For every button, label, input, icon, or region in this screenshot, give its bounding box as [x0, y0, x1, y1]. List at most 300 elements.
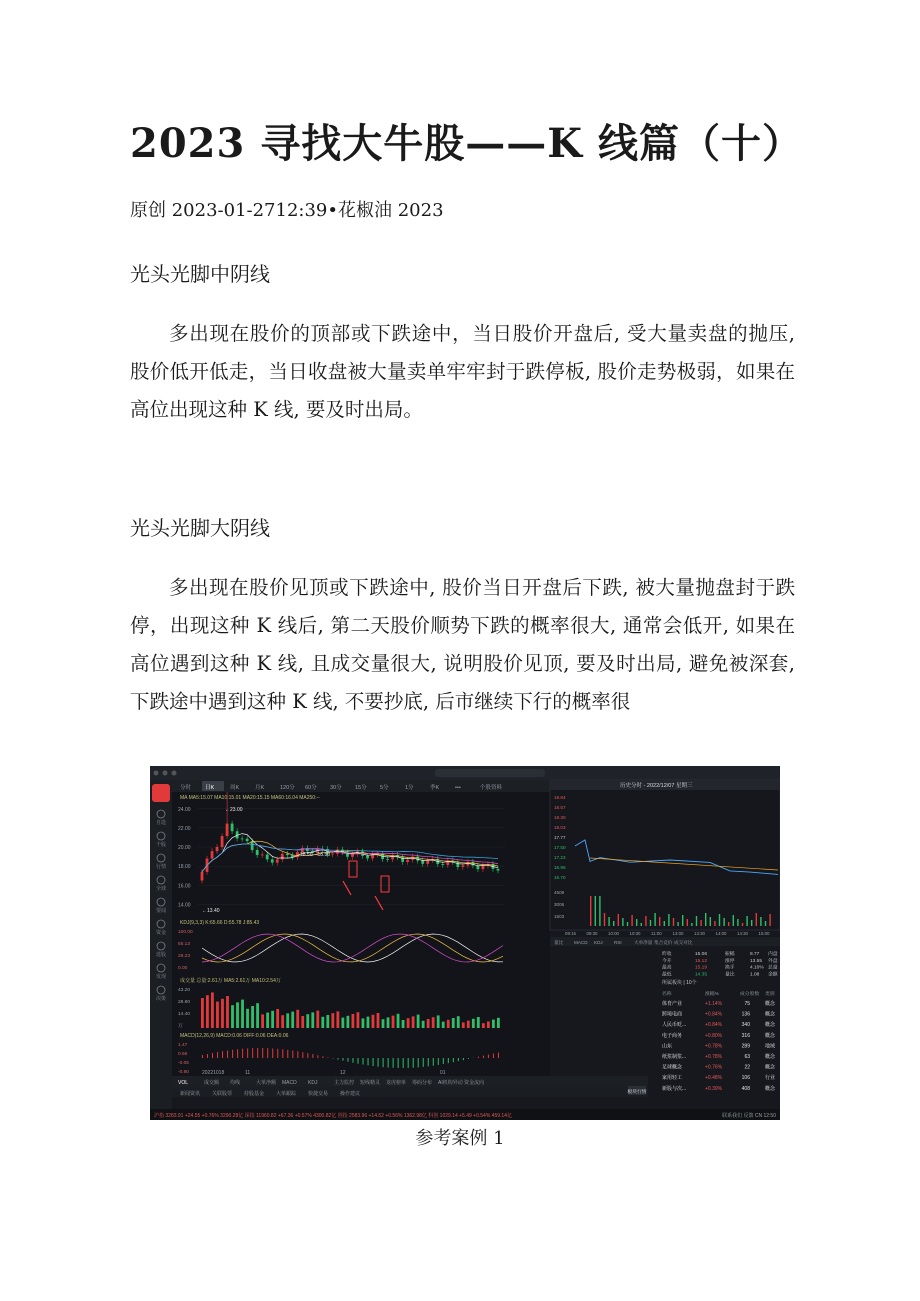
- intraday-volume-bar: [728, 922, 729, 926]
- macd-bar: [368, 1058, 369, 1065]
- popup-price-tick: 17.50: [554, 845, 566, 850]
- popup-price-tick: 17.23: [554, 855, 566, 860]
- candle-body: [482, 866, 485, 869]
- sector-column-header: 成分股数: [740, 992, 760, 997]
- macd-bar: [498, 1053, 499, 1058]
- period-tab[interactable]: 1分: [405, 785, 414, 791]
- quote-cell: 总量: [768, 965, 778, 971]
- volume-bar: [261, 1014, 264, 1028]
- volume-bar: [236, 1002, 239, 1028]
- volume-bar: [467, 1021, 470, 1028]
- popup-tab[interactable]: 大单净量: [634, 940, 653, 945]
- kdj-tick-label: 28.23: [178, 954, 191, 959]
- candle-body: [351, 854, 354, 857]
- volume-bar: [316, 1011, 319, 1028]
- macd-bar: [212, 1053, 213, 1058]
- volume-bar: [241, 1000, 244, 1028]
- volume-tick-label: 43.20: [178, 988, 191, 993]
- popup-tab[interactable]: 成交对比: [674, 940, 693, 945]
- sector-count: 22: [744, 1064, 750, 1071]
- popup-time-tick: 11:00: [651, 931, 662, 936]
- popup-time-tick: 14:30: [737, 931, 748, 936]
- popup-price-tick: 18.03: [554, 825, 566, 830]
- macd-bar: [478, 1057, 479, 1058]
- macd-bar: [378, 1058, 379, 1067]
- quote-cell: 4.10%: [750, 965, 764, 971]
- sector-name[interactable]: 新股与次...: [662, 1085, 687, 1092]
- macd-bar: [453, 1058, 454, 1062]
- sector-count: 289: [741, 1043, 750, 1050]
- macd-bar: [493, 1054, 494, 1058]
- sector-name[interactable]: 跨境电商: [662, 1011, 683, 1018]
- sector-column-header: 涨幅%: [705, 992, 719, 997]
- candle-body: [271, 859, 274, 862]
- volume-bar: [407, 1018, 410, 1028]
- indicator-tab[interactable]: AI机构异动: [438, 1080, 463, 1086]
- indicator-tab[interactable]: KDJ: [308, 1080, 318, 1086]
- sector-change: +0.78%: [705, 1054, 723, 1060]
- macd-bar: [488, 1055, 489, 1058]
- indicator-tab[interactable]: 龙虎榜单: [386, 1080, 407, 1086]
- candle-body: [331, 854, 334, 855]
- intraday-volume-bar: [618, 914, 619, 926]
- volume-bar: [387, 1017, 390, 1028]
- sector-name[interactable]: 电子商务: [662, 1032, 683, 1039]
- price-tick-label: 24.00: [178, 806, 191, 813]
- indicator-tabbar: [172, 1076, 648, 1087]
- quote-cell: 涨停: [725, 958, 735, 964]
- window-control-icon: [163, 771, 168, 776]
- sector-count: 136: [741, 1011, 750, 1018]
- intraday-volume-bar: [756, 913, 757, 926]
- sector-name[interactable]: 家用轻工: [662, 1075, 683, 1082]
- bottom-tab[interactable]: 持股基金: [244, 1091, 265, 1097]
- volume-bar: [301, 1016, 304, 1028]
- volume-bar: [377, 1013, 380, 1028]
- price-tick-label: 22.00: [178, 825, 191, 832]
- macd-bar: [247, 1048, 248, 1058]
- quote-cell: 振幅: [725, 952, 735, 957]
- period-tab[interactable]: 15分: [355, 785, 367, 791]
- quote-cell: 最低: [662, 972, 672, 978]
- candle-body: [296, 852, 299, 857]
- popup-time-tick: 09:30: [586, 931, 598, 936]
- popup-time-tick: 13:00: [672, 931, 684, 936]
- macd-bar: [408, 1058, 409, 1068]
- macd-bar: [257, 1048, 258, 1058]
- period-tab[interactable]: 分时: [180, 785, 192, 791]
- sector-change: +0.84%: [705, 1011, 723, 1018]
- intraday-volume-bar: [608, 917, 609, 926]
- period-tab[interactable]: 30分: [330, 785, 342, 791]
- macd-bar: [398, 1058, 399, 1068]
- macd-bar: [463, 1058, 464, 1060]
- intraday-volume-bar: [659, 917, 660, 926]
- volume-bar: [221, 999, 224, 1028]
- sector-quote-button-label[interactable]: 板块行情: [627, 1090, 647, 1095]
- volume-bar: [231, 1005, 234, 1028]
- bottom-tab[interactable]: 新闻资讯: [180, 1091, 201, 1097]
- status-bar-indices: 沪指 3283.91 +24.55 +0.76% 3290.28亿 深指 11960.82 +67.36 +0.57% 4300.82亿 创指 2583.96 +14.52 +0.56% 1362.98亿 科创 1029.14 +5.49 +0.54% 459.14亿: [154, 1113, 512, 1119]
- side-nav-item[interactable]: 全球: [155, 886, 167, 892]
- period-tab[interactable]: 季K: [430, 785, 440, 791]
- section-heading-2: 光头光脚大阴线: [130, 516, 270, 540]
- sector-change: +0.78%: [705, 1043, 723, 1050]
- intraday-volume-bar: [604, 913, 605, 926]
- volume-bar: [256, 1003, 259, 1028]
- macd-bar: [237, 1049, 238, 1058]
- volume-bar: [266, 1013, 269, 1028]
- section-body-2: 多出现在股价见顶或下跌途中, 股价当日开盘后下跌, 被大量抛盘封于跌停，出现这种 K 线后, 第二天股价顺势下跌的概率很大, 通常会低开, 如果在高位遇到这种 K 线, 且成交量很大, 说明股价见顶, 要及时出局, 避免被深套, 下跌途中遇到这种 K 线, 不要抄底, 后市继续下行的概率很: [130, 576, 795, 713]
- popup-tab[interactable]: MACD: [574, 940, 588, 945]
- intraday-volume-bar: [733, 915, 734, 926]
- intraday-volume-bar: [664, 921, 665, 926]
- sector-change: +0.39%: [705, 1085, 723, 1092]
- sector-type: 概念: [765, 1032, 776, 1039]
- side-nav-item[interactable]: 决策: [155, 996, 167, 1002]
- macd-tick-label: 1.47: [178, 1043, 188, 1048]
- sector-type: 概念: [765, 1064, 776, 1071]
- volume-bar: [226, 996, 229, 1028]
- macd-bar: [448, 1058, 449, 1063]
- indicator-tab[interactable]: 均线: [230, 1080, 241, 1086]
- macd-bar: [282, 1049, 283, 1058]
- volume-bar: [296, 1010, 299, 1028]
- macd-bar: [317, 1055, 318, 1058]
- macd-bar: [277, 1049, 278, 1058]
- side-nav-item[interactable]: 发现: [155, 974, 167, 980]
- candle-body: [246, 839, 249, 841]
- volume-tick-label: 万: [178, 1024, 183, 1029]
- volume-bar: [422, 1021, 425, 1028]
- sector-count: 340: [741, 1022, 750, 1029]
- volume-bar: [367, 1017, 370, 1028]
- intraday-volume-bar: [599, 896, 600, 926]
- article-title: 2023 寻找大牛股——K 线篇（十）: [130, 120, 803, 167]
- price-tick-label: 18.00: [178, 864, 191, 871]
- indicator-tab[interactable]: 短线精灵: [360, 1080, 381, 1086]
- quote-cell: 内盘: [768, 952, 778, 957]
- volume-bar: [206, 995, 209, 1028]
- date-axis-label: 01: [440, 1070, 446, 1076]
- candle-body: [406, 860, 409, 862]
- volume-bar: [286, 1013, 289, 1028]
- side-nav-item[interactable]: 选股: [155, 952, 167, 958]
- intraday-volume-bar: [714, 921, 715, 926]
- intraday-volume-bar: [769, 914, 770, 926]
- window-control-icon: [172, 771, 177, 776]
- date-axis-label: 11: [245, 1070, 251, 1076]
- quote-cell: 今开: [662, 958, 672, 964]
- sector-name[interactable]: 纸浆制浆...: [662, 1054, 687, 1060]
- macd-bar: [433, 1058, 434, 1066]
- candle-body: [386, 859, 389, 860]
- candle-body: [421, 861, 424, 864]
- volume-bar: [251, 1006, 254, 1028]
- bottom-tab[interactable]: 关联股票: [212, 1091, 233, 1097]
- macd-bar: [297, 1051, 298, 1058]
- macd-bar: [383, 1058, 384, 1067]
- volume-bar: [412, 1016, 415, 1028]
- side-nav-item[interactable]: 个股: [155, 842, 167, 848]
- popup-tab[interactable]: RSI: [614, 940, 622, 945]
- candle-body: [441, 864, 444, 865]
- macd-legend: MACD(12,26,9) MACD:0.06 DIFF:0.06 DEA:0.06: [180, 1033, 289, 1039]
- volume-bar: [477, 1017, 480, 1028]
- intraday-volume-bar: [595, 896, 596, 926]
- macd-bar: [393, 1058, 394, 1068]
- intraday-volume-bar: [700, 920, 701, 926]
- window-control-icon: [154, 771, 159, 776]
- macd-bar: [373, 1058, 374, 1066]
- intraday-volume-bar: [719, 914, 720, 926]
- popup-tab[interactable]: 集合竞价: [654, 940, 673, 945]
- sector-name[interactable]: 山东: [662, 1043, 673, 1050]
- intraday-volume-bar: [705, 913, 706, 926]
- intraday-volume-bar: [737, 919, 738, 926]
- popup-price-tick: 18.84: [554, 795, 566, 800]
- macd-bar: [418, 1058, 419, 1067]
- macd-tick-label: -0.80: [178, 1070, 189, 1075]
- ma-legend: MA MA5:15.07 MA10:15.01 MA20:15.15 MA60:16.04 MA250:--: [180, 795, 320, 801]
- side-nav-item[interactable]: 自选: [155, 820, 167, 826]
- volume-bar: [437, 1015, 440, 1028]
- volume-bar: [382, 1019, 385, 1028]
- side-nav-item[interactable]: 要闻: [155, 908, 167, 914]
- macd-bar: [483, 1056, 484, 1058]
- macd-bar: [353, 1058, 354, 1063]
- intraday-popup: [550, 780, 780, 930]
- intraday-volume-bar: [746, 916, 747, 926]
- kdj-legend: KDJ(9,3,3) K:65.66 D:55.78 J:85.43: [180, 920, 260, 926]
- sector-header: 所属板块 | 10个: [662, 980, 697, 986]
- sector-change: +0.76%: [705, 1064, 723, 1071]
- volume-bar: [352, 1014, 355, 1028]
- intraday-volume-bar: [641, 923, 642, 926]
- bottom-tab[interactable]: 操作建议: [340, 1091, 361, 1097]
- macd-bar: [337, 1058, 338, 1060]
- popup-time-tick: 10:30: [629, 931, 641, 936]
- volume-bar: [216, 1002, 219, 1028]
- article-meta: 原创 2023-01-2712:39•花椒油 2023: [130, 200, 444, 221]
- volume-bar: [392, 1016, 395, 1028]
- macd-bar: [428, 1058, 429, 1066]
- candle-body: [261, 855, 264, 856]
- volume-bar: [452, 1018, 455, 1028]
- indicator-tab[interactable]: 资金流向: [464, 1080, 485, 1086]
- volume-bar: [331, 1013, 334, 1028]
- volume-bar: [346, 1016, 349, 1028]
- intraday-volume-bar: [765, 921, 766, 926]
- macd-bar: [272, 1048, 273, 1058]
- period-tab[interactable]: 个股资料: [480, 785, 503, 791]
- sector-type: 概念: [765, 1011, 776, 1018]
- candle-body: [216, 847, 219, 851]
- quote-cell: 量比: [725, 972, 735, 978]
- stock-chart-figure: [150, 766, 780, 1120]
- volume-bar: [291, 1012, 294, 1028]
- intraday-volume-bar: [668, 914, 669, 926]
- volume-bar: [336, 1011, 339, 1028]
- candle-body: [461, 865, 464, 867]
- indicator-tab[interactable]: 主力监控: [334, 1080, 355, 1086]
- macd-bar: [443, 1058, 444, 1064]
- period-tab[interactable]: 周K: [230, 785, 240, 791]
- candle-body: [456, 862, 459, 867]
- section-heading-1: 光头光脚中阴线: [130, 262, 270, 286]
- macd-bar: [217, 1052, 218, 1058]
- bottom-tab[interactable]: 大单跟踪: [276, 1091, 297, 1097]
- sector-change: +0.84%: [705, 1022, 723, 1029]
- intraday-volume-bar: [760, 917, 761, 926]
- macd-bar: [307, 1053, 308, 1058]
- figure-caption: 参考案例 1: [415, 1128, 505, 1149]
- popup-title: 历史分时 - 2022/12/07 星期三: [620, 783, 693, 789]
- macd-bar: [292, 1051, 293, 1058]
- period-tab[interactable]: 月K: [255, 785, 265, 791]
- intraday-volume-bar: [650, 920, 651, 926]
- quote-cell: 换手: [725, 965, 735, 971]
- intraday-volume-bar: [654, 913, 655, 926]
- popup-price-tick: 16.96: [554, 865, 566, 870]
- quote-cell: 15.06: [695, 952, 708, 957]
- candle-body: [256, 850, 259, 855]
- sector-count: 316: [741, 1032, 750, 1039]
- sector-type: 概念: [765, 1022, 776, 1029]
- intraday-volume-bar: [622, 918, 623, 926]
- intraday-volume-bar: [723, 918, 724, 926]
- intraday-volume-bar: [687, 919, 688, 926]
- intraday-volume-bar: [710, 917, 711, 926]
- macd-bar: [227, 1050, 228, 1058]
- volume-bar: [271, 1011, 274, 1028]
- volume-legend: 成交量 总量:2.61万 MA5:2.61万 MA10:2.54万: [180, 978, 281, 984]
- macd-bar: [347, 1058, 348, 1062]
- quote-cell: 昨收: [662, 952, 672, 957]
- sector-count: 408: [741, 1085, 750, 1092]
- volume-bar: [357, 1012, 360, 1028]
- side-nav-item[interactable]: 资金: [155, 930, 167, 936]
- macd-bar: [438, 1058, 439, 1065]
- intraday-volume-bar: [691, 923, 692, 926]
- volume-bar: [487, 1021, 490, 1028]
- intraday-volume-bar: [742, 923, 743, 926]
- macd-bar: [267, 1048, 268, 1058]
- sector-name[interactable]: 人民币贬...: [662, 1022, 687, 1029]
- macd-bar: [358, 1058, 359, 1064]
- volume-bar: [276, 1009, 279, 1028]
- volume-bar: [362, 1018, 365, 1028]
- sector-type: 概念: [765, 1001, 776, 1007]
- popup-time-tick: 10:00: [608, 931, 619, 936]
- search-input[interactable]: [435, 769, 545, 777]
- app-logo-icon: [152, 784, 170, 802]
- macd-bar: [232, 1050, 233, 1058]
- candle-body: [221, 836, 224, 847]
- macd-bar: [302, 1052, 303, 1058]
- quote-cell: 15.19: [695, 965, 708, 971]
- intraday-volume-bar: [613, 921, 614, 926]
- volume-bar: [442, 1022, 445, 1028]
- volume-bar: [311, 1012, 314, 1028]
- macd-tick-label: -0.06: [178, 1061, 189, 1066]
- volume-bar: [482, 1023, 485, 1028]
- sector-type: 概念: [765, 1054, 776, 1060]
- sector-type: 概念: [765, 1085, 776, 1092]
- macd-bar: [342, 1058, 343, 1061]
- volume-bar: [326, 1015, 329, 1028]
- sector-count: 106: [741, 1075, 750, 1082]
- candle-body: [241, 839, 244, 840]
- candle-body: [416, 857, 419, 861]
- macd-bar: [207, 1054, 208, 1058]
- macd-bar: [202, 1055, 203, 1058]
- sector-column-header: 名称: [662, 992, 672, 997]
- indicator-tab[interactable]: 筹码分布: [412, 1080, 433, 1086]
- indicator-tab[interactable]: VOL: [178, 1080, 189, 1086]
- volume-bar: [402, 1020, 405, 1028]
- volume-bar: [472, 1019, 475, 1028]
- date-axis-label: 12: [340, 1070, 346, 1076]
- period-tab[interactable]: 日K: [205, 785, 215, 791]
- volume-bar: [341, 1018, 344, 1028]
- macd-bar: [388, 1058, 389, 1068]
- quote-cell: 1.08: [750, 972, 760, 978]
- sector-name[interactable]: 体育产业: [662, 1001, 683, 1007]
- sector-type: 地域: [765, 1043, 776, 1050]
- macd-bar: [242, 1049, 243, 1058]
- period-tab[interactable]: 60分: [305, 785, 317, 791]
- candle-body: [251, 841, 254, 850]
- volume-bar: [497, 1018, 500, 1028]
- side-nav-item[interactable]: 行情: [155, 864, 167, 870]
- popup-price-tick: 16.70: [554, 875, 566, 880]
- low-price-label: ←13.40: [202, 908, 220, 914]
- volume-bar: [372, 1015, 375, 1028]
- intraday-volume-bar: [751, 920, 752, 926]
- sector-type: 行业: [765, 1075, 776, 1082]
- popup-tab[interactable]: KDJ: [594, 940, 603, 945]
- sector-change: +1.14%: [705, 1001, 723, 1007]
- popup-price-tick: 18.30: [554, 815, 566, 820]
- quote-cell: 最高: [662, 965, 672, 971]
- period-tab[interactable]: 5分: [380, 785, 389, 791]
- candle-body: [226, 824, 229, 836]
- sector-name[interactable]: 足球概念: [662, 1064, 683, 1071]
- price-tick-label: 16.00: [178, 883, 191, 890]
- price-tick-label: 20.00: [178, 845, 191, 852]
- macd-bar: [468, 1058, 469, 1059]
- period-tab[interactable]: •••: [455, 785, 461, 791]
- indicator-tab[interactable]: 大单净额: [256, 1080, 277, 1086]
- kdj-tick-label: 100.00: [178, 930, 193, 935]
- quote-cell: 15.12: [695, 958, 708, 964]
- kdj-tick-label: 65.13: [178, 942, 191, 947]
- high-price-label: ←23.00: [225, 807, 243, 813]
- period-tab[interactable]: 120分: [280, 785, 295, 791]
- indicator-tab[interactable]: MACD: [282, 1080, 297, 1086]
- macd-bar: [413, 1058, 414, 1068]
- macd-bar: [363, 1058, 364, 1065]
- bottom-tab[interactable]: 快捷交易: [308, 1091, 329, 1097]
- indicator-tab[interactable]: 成交额: [204, 1080, 220, 1086]
- volume-tick-label: 28.80: [178, 1000, 191, 1005]
- popup-tab[interactable]: 量比: [554, 940, 564, 945]
- intraday-volume-bar: [696, 916, 697, 926]
- price-tick-label: 14.00: [178, 902, 191, 909]
- macd-bar: [312, 1054, 313, 1058]
- macd-tick-label: 0.66: [178, 1052, 188, 1057]
